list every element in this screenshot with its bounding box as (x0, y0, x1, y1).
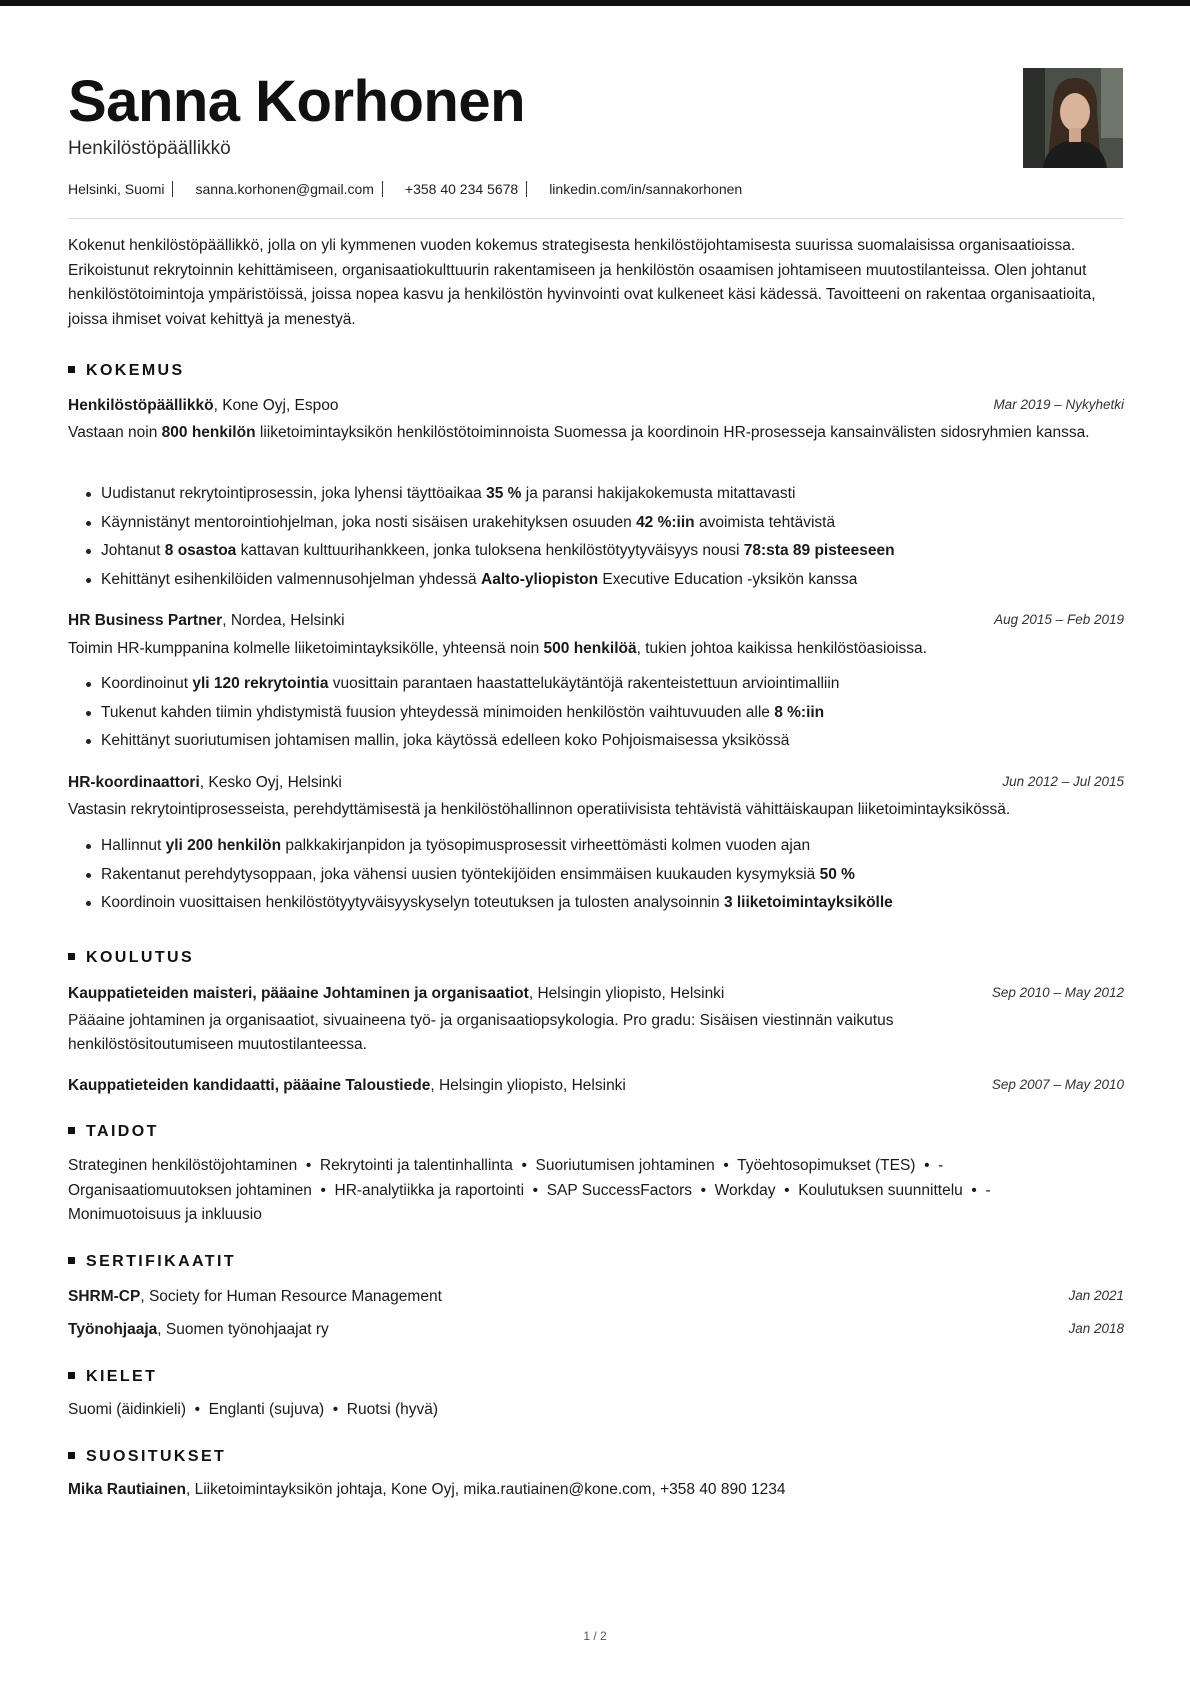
achievement-item (101, 834, 893, 863)
section-heading-certificates: SERTIFIKAATIT (68, 1253, 236, 1271)
text-segment: Hallinnut (101, 837, 166, 854)
separator-dot: • (915, 1157, 939, 1174)
education-description: Pääaine johtaminen ja organisaatiot, sivuaineena työ- ja organisaatiopsykologia. Pro gradu: Sisäisen viestinnän vaikutus henkilöstösitoutumiseen muutostilanteessa. (68, 1012, 894, 1053)
highlight-text: 8 osastoa (164, 542, 237, 560)
contact-line (68, 181, 742, 197)
skills-list (68, 1154, 1068, 1228)
list-item: -Monimuotoisuus ja inkluusio (68, 1181, 991, 1223)
highlight-text: 500 henkilöä (543, 640, 637, 657)
education-title-line (68, 1077, 626, 1095)
contact-separator (382, 181, 383, 197)
job-role: HR-koordinaattori (68, 774, 200, 791)
separator-dot: • (186, 1401, 209, 1418)
profile-summary: Kokenut henkilöstöpäällikkö, jolla on yli kymmenen vuoden kokemus strategisesta henkilöstöjohtamisesta suurissa suomalaisissa organisaatioissa. Erikoistunut rekrytoinnin kehittämiseen, organisaatiokulttuurin rakentamiseen ja henkilöstön osaamisen johtamiseen muutostilanteissa. Olen johtanut henkilöstötoimintoja ympäristöissä, joissa nopea kasvu ja henkilöstön hyvinvointi ovat kulkeneet käsi kädessä. Tavoitteeni on rakentaa organisaatioita, joissa ihmiset voivat kehittyä ja menestyä. (68, 237, 1096, 328)
separator-dot: • (324, 1401, 347, 1418)
candidate-name: Sanna Korhonen (68, 69, 526, 134)
text-segment: Kehittänyt suoriutumisen johtamisen mallin, joka käytössä edelleen koko Pohjoismaisessa yksikössä (101, 732, 790, 750)
education-title-line (68, 985, 724, 1003)
separator-dot: • (714, 1157, 738, 1174)
certificate-line (68, 1288, 442, 1306)
list-item: Strateginen henkilöstöjohtaminen (68, 1157, 298, 1174)
certificate-name: Työnohjaaja (68, 1321, 158, 1338)
header-divider (68, 218, 1124, 219)
job-org: , Nordea, Helsinki (222, 612, 345, 629)
list-item: Suoriutumisen johtaminen (535, 1157, 715, 1174)
text-segment: Tukenut kahden tiimin yhdistymistä fuusion yhteydessä minimoiden henkilöstön vaihtuvuuden alle (101, 703, 775, 721)
reference-line (68, 1481, 785, 1499)
job-achievements (68, 482, 895, 596)
separator-dot: • (775, 1181, 799, 1199)
job-title-line (68, 397, 339, 415)
list-item: Workday (714, 1181, 776, 1199)
job-date: Jun 2012 – Jul 2015 (1002, 774, 1124, 789)
text-segment: Executive Education -yksikön kanssa (598, 570, 858, 588)
separator-dot: • (297, 1157, 320, 1174)
job-achievements (68, 672, 839, 758)
profile-photo (1023, 68, 1123, 168)
job-date: Aug 2015 – Feb 2019 (994, 612, 1124, 627)
reference-details: , Liiketoimintayksikön johtaja, Kone Oyj, mika.rautiainen@kone.com, +358 40 890 1234 (186, 1481, 786, 1498)
achievement-item (101, 672, 839, 701)
education-date: Sep 2010 – May 2012 (991, 985, 1124, 1000)
square-bullet-icon (68, 366, 75, 373)
job-title-line (68, 612, 345, 630)
list-item: Suomi (äidinkieli) (68, 1401, 187, 1418)
list-item: -Organisaatiomuutoksen johtaminen (68, 1157, 944, 1199)
contact-linkedin[interactable]: linkedin.com/in/sannakorhonen (549, 181, 743, 197)
highlight-text: 42 %:iin (636, 513, 695, 531)
text-segment: palkkakirjanpidon ja työsopimusprosessit virheettömästi kolmen vuoden ajan (281, 837, 811, 854)
list-item: HR-analytiikka ja raportointi (334, 1181, 525, 1199)
square-bullet-icon (68, 1127, 75, 1134)
contact-separator (526, 181, 527, 197)
page-number: 1 / 2 (583, 1629, 607, 1643)
text-segment: avoimista tehtävistä (694, 513, 836, 531)
achievement-item (101, 568, 895, 597)
highlight-text: 8 %:iin (774, 703, 825, 721)
text-segment: Koordinoinut (101, 675, 193, 692)
text-segment: Toimin HR-kumppanina kolmelle liiketoimintayksikölle, yhteensä noin (68, 640, 544, 657)
achievement-item (101, 539, 895, 568)
text-segment: Vastaan noin (68, 424, 162, 441)
section-heading-skills: TAIDOT (68, 1123, 159, 1141)
achievement-item (101, 729, 839, 758)
job-role: HR Business Partner (68, 612, 223, 629)
text-segment: liiketoimintayksikön henkilöstötoiminnoista Suomessa ja koordinoin HR-prosesseja kansainvälisten sidosryhmien kanssa. (255, 424, 1090, 441)
job-title-line (68, 774, 342, 792)
highlight-text: yli 120 rekrytointia (192, 675, 329, 692)
separator-dot: • (692, 1181, 715, 1199)
list-item: Ruotsi (hyvä) (346, 1401, 439, 1418)
contact-location: Helsinki, Suomi (68, 181, 165, 197)
section-heading-references: SUOSITUKSET (68, 1448, 226, 1466)
highlight-text: Aalto-yliopiston (481, 570, 599, 588)
certificate-org: , Suomen työnohjaajat ry (157, 1321, 329, 1338)
education-org: , Helsingin yliopisto, Helsinki (528, 985, 725, 1002)
top-accent-bar (0, 0, 1190, 6)
job-description (68, 637, 1124, 661)
contact-phone[interactable]: +358 40 234 5678 (404, 181, 519, 197)
text-segment: , tukien johtoa kaikissa henkilöstöasioissa. (636, 640, 927, 657)
highlight-text: 3 liiketoimintayksikölle (723, 894, 893, 912)
highlight-text: 35 % (486, 485, 522, 502)
certificate-line (68, 1321, 329, 1339)
section-heading-experience: KOKEMUS (68, 362, 185, 380)
list-item: Englanti (sujuva) (208, 1401, 325, 1418)
square-bullet-icon (68, 953, 75, 960)
education-degree: Kauppatieteiden kandidaatti, pääaine Taloustiede (68, 1077, 431, 1094)
job-org: , Kone Oyj, Espoo (213, 397, 339, 414)
job-description (68, 421, 1124, 445)
languages-list (68, 1398, 1124, 1423)
square-bullet-icon (68, 1257, 75, 1264)
reference-name: Mika Rautiainen (68, 1481, 186, 1498)
achievement-item (101, 891, 893, 920)
contact-email[interactable]: sanna.korhonen@gmail.com (195, 181, 374, 197)
achievement-item (101, 863, 893, 892)
text-segment: Johtanut (101, 542, 165, 560)
text-segment: Uudistanut rekrytointiprosessin, joka lyhensi täyttöaikaa (101, 485, 487, 502)
certificate-org: , Society for Human Resource Management (140, 1288, 442, 1305)
section-heading-languages: KIELET (68, 1368, 157, 1386)
text-segment: Kehittänyt esihenkilöiden valmennusohjelman yhdessä (101, 570, 481, 588)
separator-dot: • (962, 1181, 986, 1199)
list-item: Työehtosopimukset (TES) (737, 1157, 916, 1174)
separator-dot: • (311, 1181, 335, 1199)
section-heading-education: KOULUTUS (68, 949, 194, 967)
text-segment: kattavan kulttuurihankkeen, jonka tuloksena henkilöstötyytyväisyys nousi (236, 542, 744, 560)
highlight-text: 800 henkilön (161, 424, 256, 441)
text-segment: vuosittain parantaen haastattelukäytäntöjä rakenteistettuun arviointimalliin (328, 675, 840, 692)
certificate-name: SHRM-CP (68, 1288, 141, 1305)
certificate-date: Jan 2021 (1068, 1288, 1124, 1303)
list-item: Rekrytointi ja talentinhallinta (319, 1157, 513, 1174)
highlight-text: 50 % (819, 865, 855, 883)
certificate-date: Jan 2018 (1068, 1321, 1124, 1336)
text-segment: Vastasin rekrytointiprosesseista, perehdyttämisestä ja henkilöstöhallinnon operatiivisista tehtävistä vähittäiskaupan liiketoimintayksikössä. (68, 801, 1011, 818)
achievement-item (101, 482, 895, 511)
education-degree: Kauppatieteiden maisteri, pääaine Johtaminen ja organisaatiot (68, 985, 529, 1002)
list-item: Koulutuksen suunnittelu (798, 1181, 963, 1199)
profile-photo-image (1023, 68, 1123, 168)
separator-dot: • (524, 1181, 547, 1199)
list-item: SAP SuccessFactors (546, 1181, 692, 1199)
square-bullet-icon (68, 1372, 75, 1379)
text-segment: Rakentanut perehdytysoppaan, joka vähensi uusien työntekijöiden ensimmäisen kuukauden kysymyksiä (101, 865, 820, 883)
education-org: , Helsingin yliopisto, Helsinki (430, 1077, 626, 1094)
candidate-title: Henkilöstöpäällikkö (68, 138, 231, 159)
job-date: Mar 2019 – Nykyhetki (993, 397, 1124, 412)
job-achievements (68, 834, 893, 920)
text-segment: Käynnistänyt mentorointiohjelman, joka nosti sisäisen urakehityksen osuuden (101, 513, 637, 531)
education-date: Sep 2007 – May 2010 (991, 1077, 1124, 1092)
text-segment: ja paransi hakijakokemusta mitattavasti (521, 485, 796, 502)
square-bullet-icon (68, 1452, 75, 1459)
highlight-text: 78:sta 89 pisteeseen (743, 542, 895, 560)
job-description (68, 798, 1124, 822)
contact-separator (172, 181, 173, 197)
achievement-item (101, 701, 839, 730)
job-role: Henkilöstöpäällikkö (68, 397, 214, 414)
job-org: , Kesko Oyj, Helsinki (199, 774, 342, 791)
text-segment: Koordinoin vuosittaisen henkilöstötyytyväisyyskyselyn toteutuksen ja tulosten analysoinnin (101, 894, 724, 912)
separator-dot: • (512, 1157, 536, 1174)
achievement-item (101, 511, 895, 540)
highlight-text: yli 200 henkilön (165, 837, 282, 854)
